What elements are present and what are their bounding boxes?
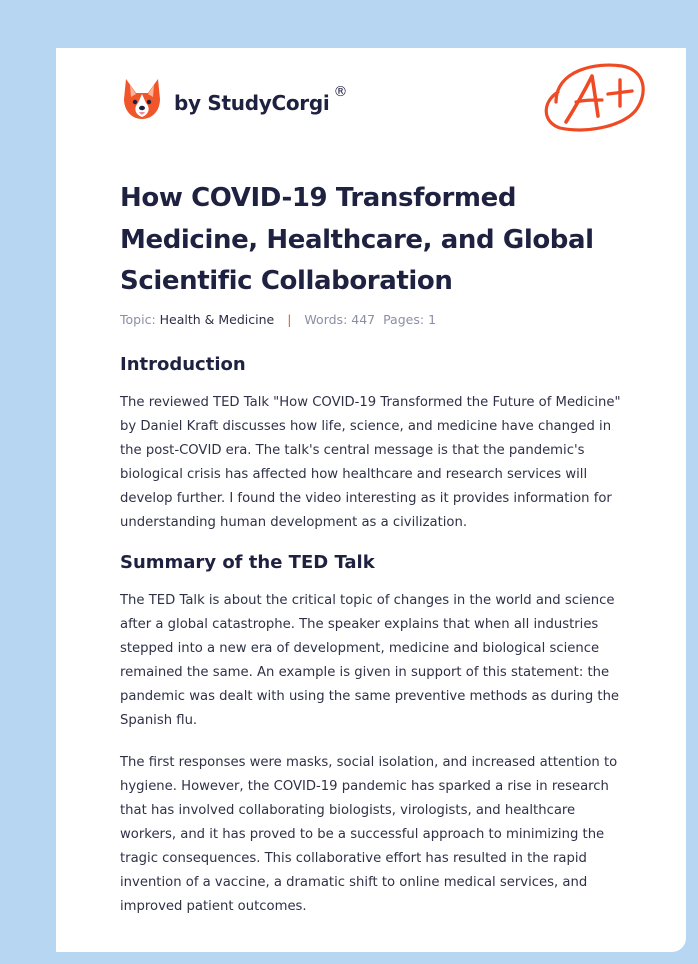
brand-header[interactable] — [122, 76, 347, 122]
article-title: How COVID-19 Transformed Medicine, Healthcare, and Global Scientific Collaboration — [120, 183, 594, 296]
section-heading-summary: Summary of the TED Talk — [120, 552, 375, 573]
paragraph: The reviewed TED Talk "How COVID-19 Transformed the Future of Medicine" by Daniel Kraft discusses how life, science, and medicine have changed in the post-COVID era. The talk's central message is that the pandemic's biological crisis has affected how healthcare and research services will develop further. I found the video interesting as it provides information for understanding human development as a civilization. — [120, 395, 621, 530]
corgi-logo-icon — [122, 77, 162, 121]
document-page — [56, 48, 686, 952]
paragraph: The TED Talk is about the critical topic of changes in the world and science after a global catastrophe. The speaker explains that when all industries stepped into a new era of development, medicine and biological science remained the same. An example is given in support of this statement: the pandemic was dealt with using the same preventive methods as during the Spanish flu. — [120, 593, 620, 728]
a-plus-grade-icon — [536, 58, 650, 140]
words-count: 447 — [351, 312, 376, 327]
topic-label: Topic: — [120, 312, 156, 327]
topic-link[interactable]: Health & Medicine — [159, 312, 275, 327]
words-label: Words: — [304, 312, 348, 327]
paragraph: The first responses were masks, social isolation, and increased attention to hygiene. However, the COVID-19 pandemic has sparked a rise in research that has involved collaborating biologists, virologists, and healthcare workers, and it has proved to be a successful approach to minimizing the tragic consequences. This collaborative effort has resulted in the rapid invention of a vaccine, a dramatic shift to online medical services, and improved patient outcomes. — [120, 755, 618, 914]
registered-mark: ® — [333, 84, 348, 100]
section-heading-introduction: Introduction — [120, 354, 246, 375]
pages-label: Pages: — [383, 312, 425, 327]
meta-separator: | — [287, 312, 292, 327]
brand-name: by StudyCorgi — [174, 91, 330, 115]
article-meta — [120, 312, 436, 327]
pages-count: 1 — [428, 312, 437, 327]
